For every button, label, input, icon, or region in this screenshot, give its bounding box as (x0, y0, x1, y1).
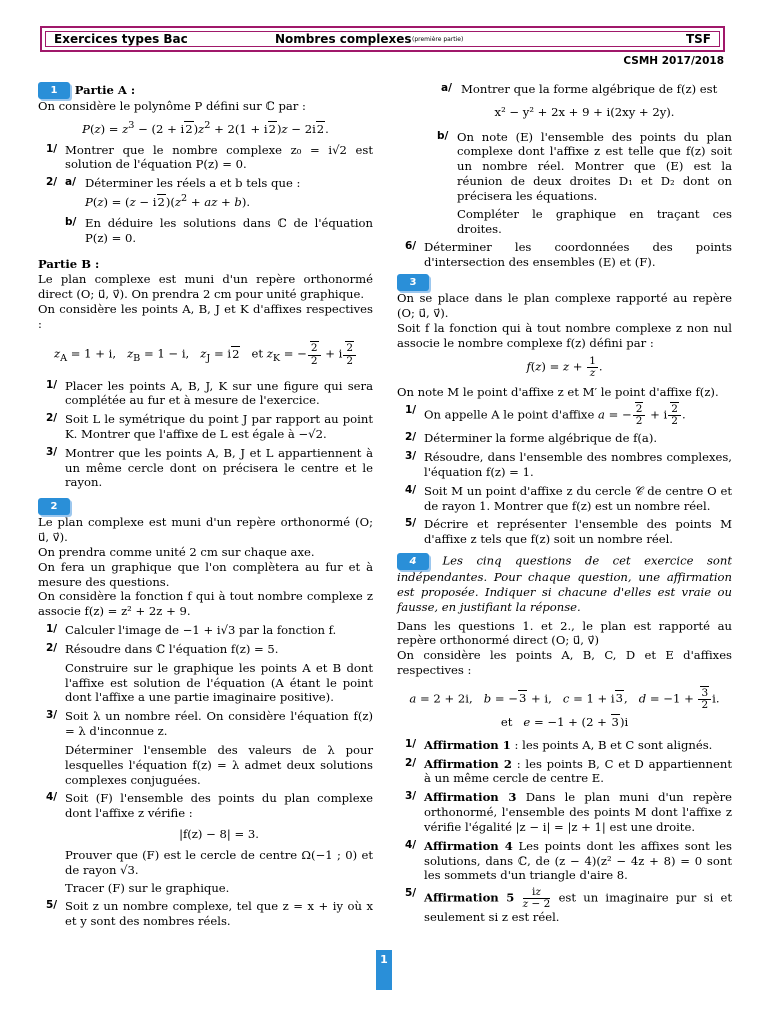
ex3-q3: 3/ Résoudre, dans l'ensemble des nombres complexes, l'équation f(z) = 1. (405, 450, 732, 479)
ex1-q2: 2/ a/ Déterminer les réels a et b tels que : $P(z) = (z - i2)(z^2$ + az + b). b/ En déduire les solutions dans ℂ de l'équation P(z) = 0. (46, 176, 373, 245)
ex1-q2a: a/ Déterminer les réels a et b tels que : (65, 176, 301, 191)
exercise-3 (397, 274, 732, 547)
ex1-affixes: $z_A = 1 + i$, $z_B = 1 - i$, $z_J = i2$ et $z_K$ = − $\frac{2}{2}$ + i $\frac{2}{2}$ (38, 343, 373, 366)
header-class: TSF (685, 32, 711, 46)
ex1-partB-p2: On considère les points A, B, J et K d'affixes respectives : (38, 301, 373, 331)
ex3-q4: 4/ Soit M un point d'affixe z du cercle 𝒞 de centre O et de rayon 1. Montrer que f(z) est un nombre réel. (405, 483, 732, 513)
ex2-q5a: a/ Montrer que la forme algébrique de f(z) est (441, 82, 718, 96)
left-column (38, 82, 373, 933)
ex3-function: f(z) = z + $\frac{1}{z}$ . (526, 355, 603, 380)
ex2-q5b: b/ On note (E) l'ensemble des points du plan complexe dont l'affixe z est telle que f(z) soit un nombre réel. Montrer que (E) est la réunion de deux droites D₁ et D₂ dont on précisera les équations. Compléter le graphique en traçant ces droites. (437, 129, 732, 236)
ex4-a2: 2/ Affirmation 2 : les points B, C et D appartiennent à un même cercle de centre E. (405, 756, 732, 786)
exercise-1-badge: 1 (38, 82, 70, 99)
ex1-b2: 2/ Soit L le symétrique du point J par rapport au point K. Montrer que l'affixe de L est égale à −√2. (46, 412, 373, 441)
ex2-q3: 3/ Soit λ un nombre réel. On considère l'équation f(z) = λ d'inconnue z. Déterminer l'ensemble des valeurs de λ pour lesquelles l'équation f(z) = λ admet deux solutions complexes conjuguées. (46, 709, 373, 787)
ex4-p1: Dans les questions 1. et 2., le plan est rapporté au repère orthonormé direct (O; u⃗, v⃗) (397, 618, 732, 648)
header-topic: Nombres complexes (275, 32, 412, 46)
exercise-1 (38, 82, 373, 490)
partA-title: Partie A : (74, 82, 136, 97)
ex1-q2a-eq: $P(z) = (z - i2)(z^2$ + az + b). (85, 193, 251, 209)
ex3-q1: 1/ On appelle A le point d'affixe a = − $\frac{2}{2}$ + i $\frac{2}{2}$ . (405, 403, 686, 428)
ex3-p2: Soit f la fonction qui à tout nombre complexe z non nul associe le nombre complexe f(z) défini par : (397, 320, 732, 350)
exercise-4 (397, 553, 732, 925)
ex2-p2: On prendra comme unité 2 cm sur chaque axe. (38, 544, 315, 559)
partB-title: Partie B : (38, 257, 100, 272)
ex2-p1: Le plan complexe est muni d'un repère orthonormé (O; u⃗, v⃗). (38, 515, 373, 545)
ex4-a3: 3/ Affirmation 3 Dans le plan muni d'un repère orthonormé, l'ensemble des points M dont l'affixe z vérifie l'égalité |z − i| = |z + 1| est une droite. (405, 790, 733, 834)
ex2-p4: On considère la fonction f qui à tout nombre complexe z associe f(z) = z² + 2z + 9. (38, 589, 373, 619)
page-header (40, 26, 725, 52)
right-column (397, 82, 732, 929)
school-year: CSMH 2017/2018 (623, 55, 724, 67)
ex2-q4: 4/ Soit (F) l'ensemble des points du plan complexe dont l'affixe z vérifie : |f(z) − 8| = 3. Prouver que (F) est le cercle de centre Ω(−1 ; 0) et de rayon √3. Tracer (F) sur le graphique. (46, 791, 373, 895)
ex1-q2b: b/ En déduire les solutions dans ℂ de l'équation P(z) = 0. (65, 215, 373, 245)
ex1-partB-p1: Le plan complexe est muni d'un repère orthonormé direct (O; u⃗, v⃗). On prendra 2 cm pour unité graphique. (38, 272, 373, 301)
ex4-a4: 4/ Affirmation 4 Les points dont les affixes sont les solutions, dans ℂ, de (z − 4)(z² − 4z + 8) = 0 sont les sommets d'un triangle d'aire 8. (405, 838, 732, 883)
ex2-q5a-eq: x² − y² + 2x + 9 + i(2xy + 2y). (494, 104, 675, 119)
ex2-q2: 2/ Résoudre dans ℂ l'équation f(z) = 5. Construire sur le graphique les points A et B dont l'affixe est solution de l'équation (A étant le point dont l'affixe a une partie imaginaire positive). (46, 641, 373, 705)
ex4-a5: 5/ Affirmation 5 $\frac{iz}{z - 2}$ est un imaginaire pur si et seulement si z est réel. (405, 886, 732, 925)
ex1-polynomial: $P(z) = z^3 - (2 + i2)z^2 + 2(1 + i2)z - 2i2$. (82, 119, 329, 136)
ex4-intro: Les cinq questions de cet exercice sont indépendantes. Pour chaque question, une affirmation est proposée. Indiquer si chacune d'elles est vraie ou fausse, en justifiant la réponse. (397, 553, 733, 614)
exercise-2-badge: 2 (38, 498, 70, 515)
ex3-p1: On se place dans le plan complexe rapporté au repère (O; u⃗, v⃗). (397, 291, 732, 320)
ex4-affix-e: et e = −1 + (2 + 3)i (500, 714, 629, 729)
ex4-affixes: a = 2 + 2i, b = −3 + i, c = 1 + i3, d = −1 + $\frac{3}{2}$ i. (409, 686, 720, 711)
exercise-2 (38, 498, 373, 929)
ex4-p2: On considère les points A, B, C, D et E d'affixes respectives : (397, 648, 732, 678)
exercise-2-continued (397, 82, 732, 270)
header-topic-part: (première partie) (412, 36, 464, 43)
ex4-a1: 1/ Affirmation 1 : les points A, B et C sont alignés. (405, 737, 713, 752)
ex2-q6: 6/ Déterminer les coordonnées des points d'intersection des ensembles (E) et (F). (405, 240, 732, 270)
page-number: 1 (376, 950, 392, 990)
exercise-4-badge: 4 (397, 553, 429, 570)
ex1-intro: On considère le polynôme P défini sur ℂ par : (38, 99, 306, 113)
ex3-q5: 5/ Décrire et représenter l'ensemble des points M d'affixe z tels que f(z) soit un nombre réel. (405, 517, 732, 547)
exercise-3-badge: 3 (397, 274, 429, 291)
ex2-q1: 1/ Calculer l'image de −1 + i√3 par la fonction f. (46, 623, 337, 638)
ex1-q1: 1/ Montrer que le nombre complexe z₀ = i√2 est solution de l'équation P(z) = 0. (46, 142, 373, 172)
ex1-b1: 1/ Placer les points A, B, J, K sur une figure qui sera complétée au fur et à mesure de l'exercice. (46, 378, 373, 408)
header-title: Exercices types Bac (54, 32, 188, 46)
ex2-p3: On fera un graphique que l'on complètera au fur et à mesure des questions. (38, 559, 373, 589)
ex3-q2: 2/ Déterminer la forme algébrique de f(a). (405, 431, 658, 446)
ex1-b3: 3/ Montrer que les points A, B, J et L appartiennent à un même cercle dont on précisera le centre et le rayon. (46, 445, 373, 490)
ex3-p3: On note M le point d'affixe z et M′ le point d'affixe f(z). (397, 385, 719, 400)
ex2-q5: 5/ Soit z un nombre complexe, tel que z = x + iy où x et y sont des nombres réels. (46, 899, 373, 929)
